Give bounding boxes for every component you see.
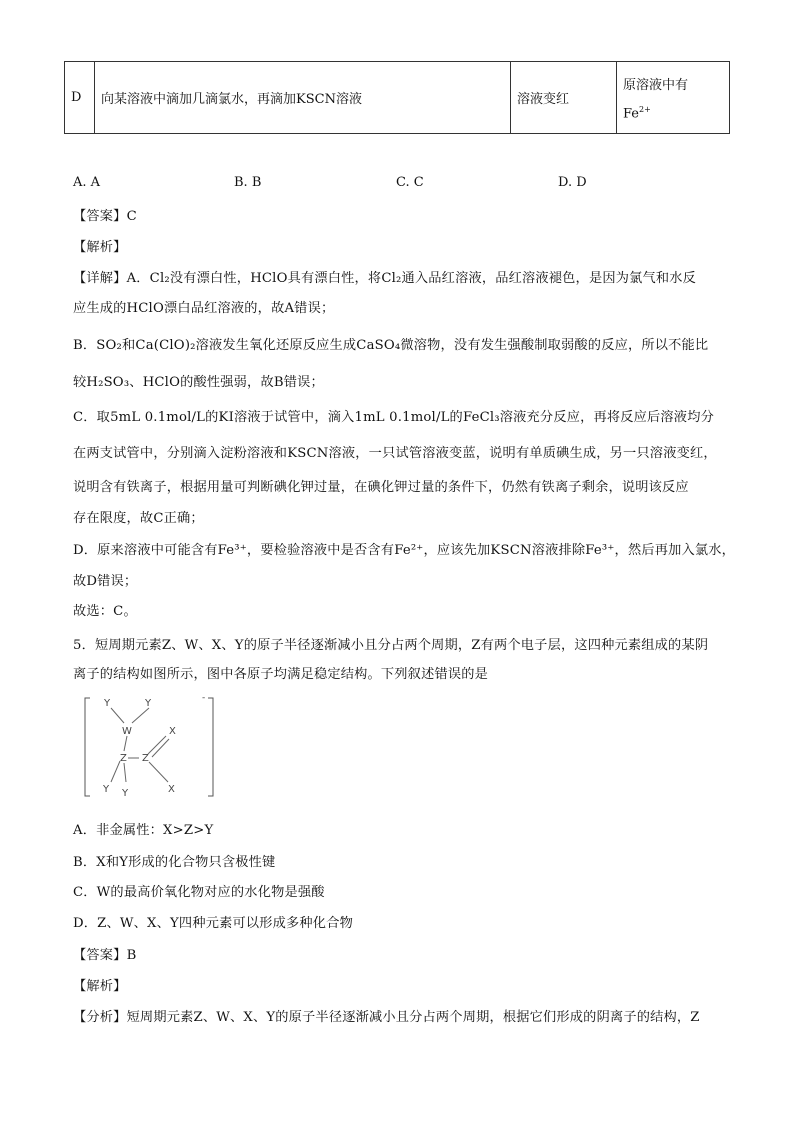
q4-detail-line-7: 说明含有铁离子，根据用量可判断碘化钾过量，在碘化钾过量的条件下，仍然有铁离子剩余，说明该反应 [73,480,689,495]
bonds [111,708,169,782]
left-bracket [85,698,90,796]
table-cell-phenomenon: 溶液变红 [511,62,617,134]
q5-option-d: D．Z、W、X、Y四种元素可以形成多种化合物 [73,916,353,931]
atom-y: Y [122,788,129,799]
q4-detail-line-2: 应生成的HClO漂白品红溶液的，故A错误； [73,301,335,316]
atom-z: Z [120,753,127,764]
q4-detail-line-5: C．取5mL 0.1mol/L的KI溶液于试管中，滴入1mL 0.1mol/L的FeCl₃溶液充分反应，再将反应后溶液均分 [73,410,714,425]
q5-option-c: C．W的最高价氧化物对应的水化物是强酸 [73,885,325,900]
atom-y: Y [103,784,110,795]
option-table [64,61,730,134]
choice-d: D. D [558,175,587,190]
q4-conclusion: 故选：C。 [73,604,137,619]
choice-b: B. B [234,175,262,190]
q4-choices [0,175,794,193]
q4-detail-line-1: 【详解】A．Cl₂没有漂白性，HClO具有漂白性，将Cl₂通入品红溶液，品红溶液褪色，是因为氯气和水反 [73,271,697,286]
atom-x: X [168,784,175,795]
q4-detail-line-6: 在两支试管中，分别滴入淀粉溶液和KSCN溶液，一只试管溶液变蓝，说明有单质碘生成，另一只溶液变红， [73,446,717,461]
q5-option-a: A．非金属性：X>Z>Y [73,823,214,838]
q5-stem-line-1: 5．短周期元素Z、W、X、Y的原子半径逐渐减小且分占两个周期，Z有两个电子层，这四种元素组成的某阴 [73,638,709,653]
q5-option-b: B．X和Y形成的化合物只含极性键 [73,855,276,870]
atom-labels [102,698,176,799]
atom-y: Y [145,698,152,709]
q5-answer: 【答案】B [73,948,137,963]
conclusion-line1: 原溶液中有 [623,77,689,93]
choice-c: C. C [396,175,424,190]
ion-charge: 2+ [639,104,651,114]
atom-y: Y [104,698,111,709]
atom-w: W [122,726,132,737]
atom-x: X [169,726,176,737]
q4-analysis-label: 【解析】 [73,240,127,255]
table-cell-operation: 向某溶液中滴加几滴氯水，再滴加KSCN溶液 [95,62,511,134]
anion-structure-diagram [84,694,214,800]
q4-detail-line-3: B．SO₂和Ca(ClO)₂溶液发生氧化还原反应生成CaSO₄微溶物，没有发生强酸制取弱酸的反应，所以不能比 [73,338,709,353]
q5-analysis-line-1: 【分析】短周期元素Z、W、X、Y的原子半径逐渐减小且分占两个周期，根据它们形成的阴离子的结构，Z [73,1010,700,1025]
atom-z: Z [142,753,149,764]
table-cell-conclusion [617,62,730,134]
choice-a: A. A [73,175,101,190]
right-bracket [208,698,213,796]
q5-analysis-label: 【解析】 [73,979,127,994]
table-cell-letter: D [65,62,95,134]
q5-stem-line-2: 离子的结构如图所示，图中各原子均满足稳定结构。下列叙述错误的是 [73,667,489,682]
conclusion-ion: $Fe^{2+}$ [623,104,651,122]
q4-detail-line-4: 较H₂SO₃、HClO的酸性强弱，故B错误； [73,375,324,390]
table-row [65,62,730,134]
q4-detail-line-8: 存在限度，故C正确； [73,511,204,526]
q4-answer: 【答案】C [73,209,137,224]
q4-detail-line-10: 故D错误； [73,574,138,589]
ion-charge-label: - [202,694,206,703]
q4-detail-line-9: D．原来溶液中可能含有Fe³⁺，要检验溶液中是否含有Fe²⁺，应该先加KSCN溶液排除Fe³⁺，然后再加入氯水， [73,543,736,558]
